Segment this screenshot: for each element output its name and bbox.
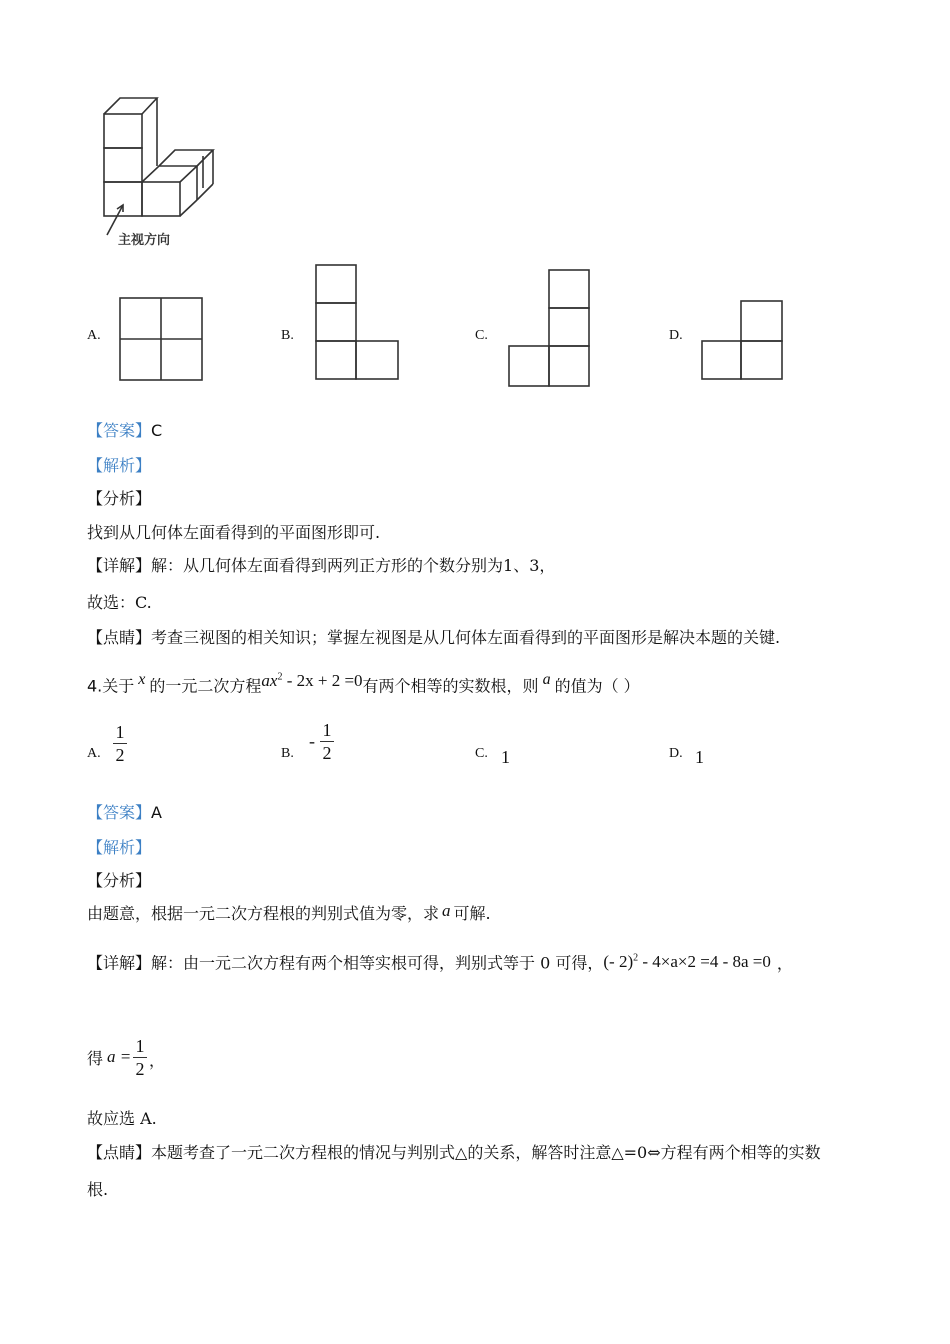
eq-rest: - 2x + 2 =0 xyxy=(282,670,363,690)
q4-var-a: a xyxy=(542,670,551,688)
eq-part-2: - 4×a×2 =4 - 8a =0 xyxy=(638,951,771,971)
q3-option-a-label: A. xyxy=(87,328,101,343)
q4-option-b-label: B. xyxy=(281,746,294,761)
q4-de-fraction xyxy=(133,1036,147,1079)
eq-square: 2 xyxy=(633,952,639,963)
q3-option-d-label: D. xyxy=(669,328,683,343)
xiangjie-tag: 【详解】 xyxy=(87,953,152,973)
q3-xiangjie xyxy=(87,555,555,577)
fraction-denominator: 2 xyxy=(115,745,125,765)
q4-equation xyxy=(261,671,362,690)
q4-dianjing-line2: 根. xyxy=(87,1180,109,1199)
q4-option-c-value: 1 xyxy=(501,747,510,767)
q4-stem xyxy=(87,672,640,699)
eq-square: 2 xyxy=(277,671,283,682)
q3-option-c-figure xyxy=(507,268,593,388)
dianjing-text: 考查三视图的相关知识；掌握左视图是从几何体左面看得到的平面图形是解决本题的关键. xyxy=(151,628,781,647)
fraction-bar xyxy=(320,741,334,742)
q4-de-text: 得 xyxy=(87,1049,104,1068)
q4-de-var: a = xyxy=(107,1047,132,1066)
q3-option-d-figure xyxy=(700,299,786,383)
q3-jiexi-tag: 【解析】 xyxy=(87,456,152,475)
q3-fenxi-tag: 【分析】 xyxy=(87,489,152,508)
fenxi-var-a: a xyxy=(442,901,451,920)
fenxi-text-2: 可解. xyxy=(453,904,491,923)
q4-guxuan: 故应选 A. xyxy=(87,1109,157,1128)
xiangjie-text: 解：由一元二次方程有两个相等实根可得，判别式等于 0 可得， xyxy=(151,953,604,973)
cube-figure xyxy=(95,92,225,252)
q4-stem-1: 4.关于 xyxy=(87,676,135,696)
dianjing-tag: 【点睛】 xyxy=(87,1143,152,1162)
q4-answer xyxy=(87,802,162,824)
q3-answer xyxy=(87,420,162,442)
q3-option-b-figure xyxy=(314,263,402,383)
fraction-bar xyxy=(113,743,127,744)
q4-dianjing xyxy=(87,1142,821,1164)
q4-stem-3: 有两个相等的实数根，则 xyxy=(362,676,539,696)
eq-ax: ax xyxy=(261,670,278,690)
q4-var-x: x xyxy=(138,670,146,688)
fraction-bar xyxy=(133,1057,147,1058)
q4-fenxi-tag: 【分析】 xyxy=(87,871,152,890)
q4-option-d-label: D. xyxy=(669,746,683,761)
q4-jiexi-tag: 【解析】 xyxy=(87,838,152,857)
dianjing-text-1: 本题考查了一元二次方程根的情况与判别式△的关系，解答时注意△=0⇔方程有两个相等的实数 xyxy=(151,1143,821,1162)
fenxi-text-1: 由题意，根据一元二次方程根的判别式值为零，求 xyxy=(87,904,440,923)
figure-caption: 主视方向 xyxy=(118,233,171,248)
q4-option-b-fraction xyxy=(320,720,334,763)
q4-stem-4: 的值为（ ） xyxy=(554,676,640,696)
q4-xiangjie xyxy=(87,949,793,975)
q4-option-d-value: 1 xyxy=(695,747,704,767)
fraction-denominator: 2 xyxy=(322,743,332,763)
fraction-numerator: 1 xyxy=(115,722,125,742)
xiangjie-tag: 【详解】 xyxy=(87,556,152,575)
q3-guxuan: 故选：C. xyxy=(87,593,152,612)
q4-option-a-fraction xyxy=(113,722,127,765)
q4-stem-2: 的一元二次方程 xyxy=(149,676,262,696)
q4-option-a-label: A. xyxy=(87,746,101,761)
answer-tag: 【答案】 xyxy=(87,803,152,822)
q4-de-comma: ， xyxy=(149,1051,166,1070)
q3-option-c-label: C. xyxy=(475,328,488,343)
q4-option-b-sign: - xyxy=(309,731,315,751)
answer-value: C xyxy=(151,421,163,440)
q3-dianjing xyxy=(87,627,780,649)
fraction-numerator: 1 xyxy=(322,720,332,740)
xiangjie-equation xyxy=(603,952,771,971)
q4-option-c-label: C. xyxy=(475,746,488,761)
q3-option-b-label: B. xyxy=(281,328,294,343)
answer-value: A xyxy=(151,803,162,822)
fraction-denominator: 2 xyxy=(135,1059,145,1079)
q4-fenxi-text xyxy=(87,903,491,925)
xiangjie-comma: ， xyxy=(776,953,793,973)
q3-option-a-figure xyxy=(118,296,204,382)
eq-part-1: (- 2) xyxy=(603,951,634,971)
fraction-numerator: 1 xyxy=(135,1036,145,1056)
q3-fenxi-text: 找到从几何体左面看得到的平面图形即可. xyxy=(87,523,381,542)
dianjing-tag: 【点睛】 xyxy=(87,628,152,647)
answer-tag: 【答案】 xyxy=(87,421,152,440)
xiangjie-text: 解：从几何体左面看得到两列正方形的个数分别为1、3， xyxy=(151,556,556,575)
